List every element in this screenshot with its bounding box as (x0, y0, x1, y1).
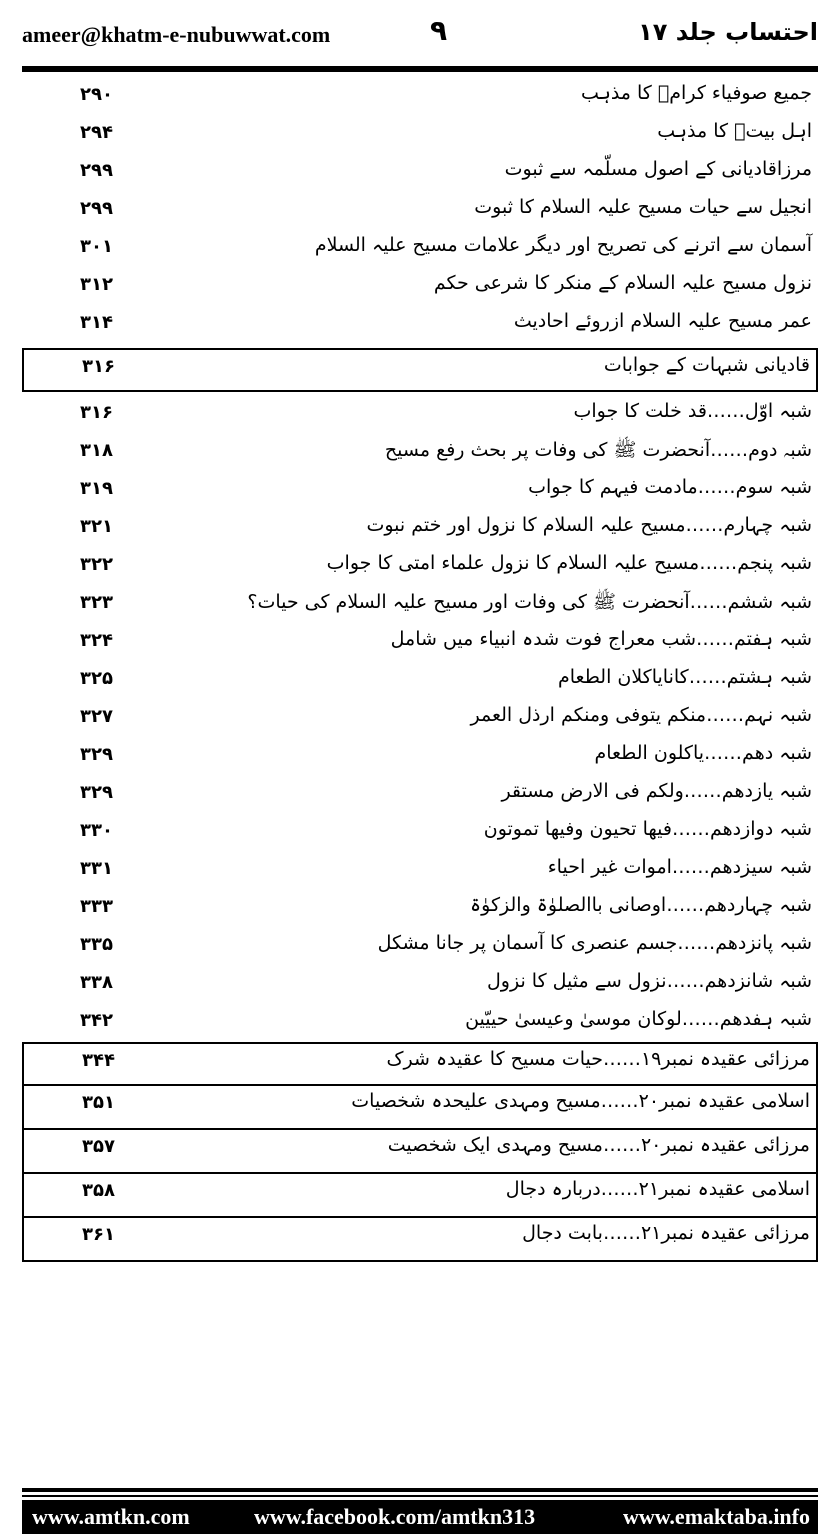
toc-boxed-row (22, 1086, 818, 1130)
toc-page: ۳۲۳ (80, 592, 113, 613)
toc-row (22, 472, 818, 510)
toc-row (22, 396, 818, 434)
toc-page: ۳۴۲ (80, 1010, 113, 1031)
toc-page: ۳۲۹ (80, 744, 113, 765)
toc-page: ۳۱۴ (80, 312, 113, 333)
toc-title: شبہ یازدھم……ولکم فی الارض مستقر (501, 780, 812, 802)
toc-page: ۳۲۲ (80, 554, 113, 575)
toc-title: شبہ چہارم……مسیح علیہ السلام کا نزول اور ختم نبوت (366, 514, 812, 536)
toc-row (22, 154, 818, 192)
toc-title: نزول مسیح علیہ السلام کے منکر کا شرعی حکم (433, 272, 812, 294)
toc-boxed-row (22, 1218, 818, 1262)
toc-title: اسلامی عقیدہ نمبر۲۰……مسیح ومہدی علیحدہ شخصیات (351, 1090, 810, 1112)
toc-row (22, 586, 818, 624)
toc-row (22, 890, 818, 928)
toc-page: ۳۵۱ (82, 1092, 115, 1113)
toc-page: ۲۹۴ (80, 122, 113, 143)
toc-title: جمیع صوفیاء کرامؒ کا مذہب (581, 82, 812, 104)
toc-page: ۳۳۸ (80, 972, 113, 993)
toc-title: اہل بیتؓ کا مذہب (657, 120, 812, 142)
toc-title: شبہ نہم……منکم یتوفی ومنکم ارذل العمر (470, 704, 812, 726)
toc-row (22, 852, 818, 890)
toc-row (22, 510, 818, 548)
footer-link-facebook[interactable]: www.facebook.com/amtkn313 (254, 1504, 536, 1529)
toc-title: انجیل سے حیات مسیح علیہ السلام کا ثبوت (474, 196, 812, 218)
toc-title: شبہ چہاردھم……اوصانی باالصلوٰۃ والزکوٰۃ (470, 894, 812, 916)
toc-row (22, 230, 818, 268)
toc-title: مرزائی عقیدہ نمبر۱۹……حیات مسیح کا عقیدہ شرک (386, 1048, 810, 1070)
toc-title: شبہ دوازدھم……فیھا تحیون وفیھا تموتون (483, 818, 812, 840)
toc-title: شبہ دوم……آنحضرت ﷺ کی وفات پر بحث رفع مسیح (384, 439, 812, 461)
toc-boxed-row (22, 1042, 818, 1086)
toc-row (22, 78, 818, 116)
toc-title: اسلامی عقیدہ نمبر۲۱……دربارہ دجال (505, 1178, 810, 1200)
toc-page: ۲۹۹ (80, 160, 113, 181)
toc-title: شبہ دھم……یاکلون الطعام (594, 742, 812, 764)
toc-row (22, 116, 818, 154)
toc-page: ۳۱۹ (80, 478, 113, 499)
toc-title: شبہ سیزدھم……اموات غیر احیاء (547, 856, 812, 878)
header-rule (22, 66, 818, 72)
toc-page: ۳۶۱ (82, 1224, 115, 1245)
toc-page: ۲۹۹ (80, 198, 113, 219)
toc-row (22, 662, 818, 700)
toc-boxed-row (22, 1174, 818, 1218)
toc-page: ۳۲۹ (80, 782, 113, 803)
toc-title: شبہ ششم……آنحضرت ﷺ کی وفات اور مسیح علیہ السلام کی حیات؟ (247, 591, 812, 613)
toc-row (22, 548, 818, 586)
toc-title: شبہ پانزدھم……جسم عنصری کا آسمان پر جانا مشکل (377, 932, 812, 954)
toc-row (22, 268, 818, 306)
footer-rule (22, 1488, 818, 1492)
toc-page: ۳۳۱ (80, 858, 113, 879)
toc-row (22, 814, 818, 852)
toc-page: ۳۱۸ (80, 440, 113, 461)
toc-row (22, 434, 818, 472)
toc-title: مرزاقادیانی کے اصول مسلّمہ سے ثبوت (504, 158, 812, 180)
book-title: احتساب جلد ۱۷ (638, 18, 818, 46)
toc-row (22, 306, 818, 344)
toc-page: ۳۲۵ (80, 668, 113, 689)
toc-title: قادیانی شبہات کے جوابات (603, 354, 810, 376)
toc-title: شبہ سوم……مادمت فیہم کا جواب (528, 476, 812, 498)
toc-row (22, 192, 818, 230)
table-of-contents (22, 78, 818, 1262)
toc-boxed-row (22, 1130, 818, 1174)
toc-title: شبہ ہشتم……کانایاکلان الطعام (557, 666, 812, 688)
toc-title: شبہ اوّل……قد خلت کا جواب (573, 400, 812, 422)
toc-page: ۳۲۱ (80, 516, 113, 537)
toc-page: ۳۱۲ (80, 274, 113, 295)
footer-link-emaktaba[interactable]: www.emaktaba.info (622, 1504, 810, 1529)
toc-page: ۳۱۶ (82, 356, 115, 377)
footer-link-amtkn[interactable]: www.amtkn.com (32, 1504, 190, 1529)
footer-rule (22, 1495, 818, 1497)
toc-page: ۳۵۸ (82, 1180, 115, 1201)
header-email[interactable]: ameer@khatm-e-nubuwwat.com (22, 22, 331, 47)
toc-title: عمر مسیح علیہ السلام ازروئے احادیث (513, 310, 812, 332)
toc-section-heading (22, 348, 818, 392)
toc-row (22, 776, 818, 814)
toc-title: شبہ ہفدھم……لوکان موسیٰ وعیسیٰ حییّین (465, 1008, 812, 1030)
toc-row (22, 624, 818, 662)
toc-title: شبہ پنجم……مسیح علیہ السلام کا نزول علماء امتی کا جواب (326, 552, 812, 574)
toc-page: ۳۳۰ (80, 820, 113, 841)
toc-row (22, 928, 818, 966)
toc-row (22, 1004, 818, 1042)
page-header (22, 14, 818, 54)
toc-title: مرزائی عقیدہ نمبر۲۰……مسیح ومہدی ایک شخصیت (387, 1134, 810, 1156)
toc-title: مرزائی عقیدہ نمبر۲۱……بابت دجال (522, 1222, 810, 1244)
page-number: ۹ (430, 14, 448, 47)
toc-row (22, 738, 818, 776)
toc-row (22, 700, 818, 738)
page-footer (22, 1500, 818, 1534)
toc-title: شبہ شانزدھم……نزول سے مثیل کا نزول (486, 970, 812, 992)
toc-page: ۳۲۴ (80, 630, 113, 651)
toc-title: آسمان سے اترنے کی تصریح اور دیگر علامات مسیح علیہ السلام (314, 234, 812, 256)
toc-row (22, 966, 818, 1004)
toc-page: ۳۵۷ (82, 1136, 115, 1157)
toc-page: ۳۱۶ (80, 402, 113, 423)
toc-title: شبہ ہفتم……شب معراج فوت شدہ انبیاء میں شامل (390, 628, 812, 650)
toc-page: ۳۳۳ (80, 896, 113, 917)
toc-page: ۳۲۷ (80, 706, 113, 727)
toc-page: ۳۰۱ (80, 236, 113, 257)
toc-page: ۲۹۰ (80, 84, 113, 105)
toc-page: ۳۴۴ (82, 1050, 115, 1071)
toc-page: ۳۳۵ (80, 934, 113, 955)
